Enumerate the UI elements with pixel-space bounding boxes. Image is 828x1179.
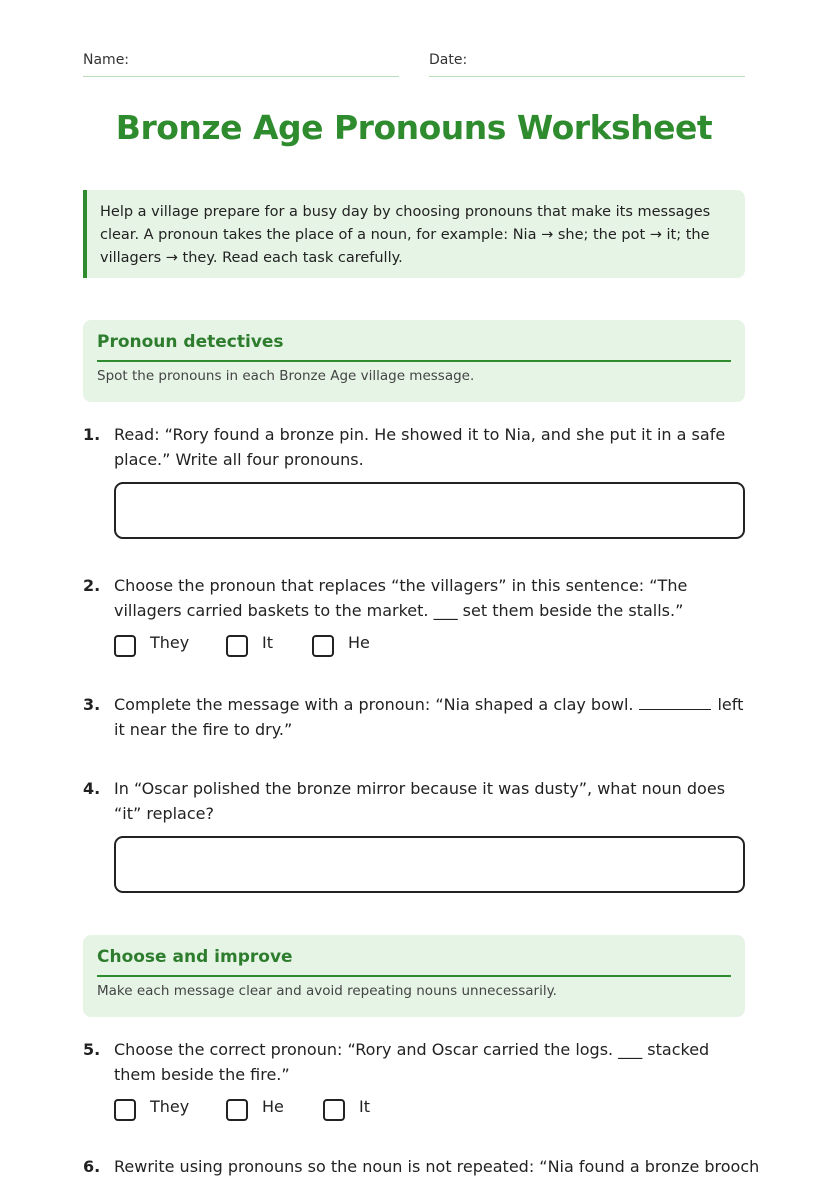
option-label: They xyxy=(150,633,190,652)
option-label: He xyxy=(348,633,370,652)
name-label: Name: xyxy=(83,52,130,68)
question-number: 6. xyxy=(83,1157,101,1176)
section-subtitle: Make each message clear and avoid repeating nouns unnecessarily. xyxy=(97,983,557,999)
checkbox[interactable] xyxy=(226,1099,248,1121)
question-text: Choose the pronoun that replaces “the villagers” in this sentence: “The villagers carried baskets to the market. ___ set them beside the stalls.” xyxy=(114,576,688,620)
section-title: Choose and improve xyxy=(97,947,731,977)
option-label: It xyxy=(262,633,273,652)
worksheet-title: Bronze Age Pronouns Worksheet xyxy=(115,108,713,147)
checkbox[interactable] xyxy=(114,1099,136,1121)
question-text: Rewrite using pronouns so the noun is not repeated: “Nia found a bronze brooch xyxy=(114,1157,760,1176)
section-pronoun-detectives xyxy=(83,320,745,402)
choices-2 xyxy=(114,633,414,661)
question-6 xyxy=(83,1154,760,1179)
option-label: They xyxy=(150,1097,190,1116)
section-title: Pronoun detectives xyxy=(97,332,731,362)
name-field[interactable] xyxy=(83,52,399,77)
question-text: In “Oscar polished the bronze mirror because it was dusty”, what noun does “it” replace? xyxy=(114,779,726,823)
section-choose-and-improve xyxy=(83,935,745,1017)
name-date-row xyxy=(83,52,745,78)
option-label: It xyxy=(359,1097,370,1116)
question-number: 4. xyxy=(83,779,101,798)
choices-5 xyxy=(114,1097,414,1125)
question-2 xyxy=(83,573,745,623)
question-4 xyxy=(83,776,745,826)
question-number: 1. xyxy=(83,425,101,444)
question-number: 5. xyxy=(83,1040,101,1059)
question-text: Choose the correct pronoun: “Rory and Oscar carried the logs. ___ stacked them beside the fire.” xyxy=(114,1040,710,1084)
checkbox[interactable] xyxy=(114,635,136,657)
question-text: Read: “Rory found a bronze pin. He showed it to Nia, and she put it in a safe place.” Write all four pronouns. xyxy=(114,425,726,469)
checkbox[interactable] xyxy=(323,1099,345,1121)
intro-box: Help a village prepare for a busy day by choosing pronouns that make its messages clear. A pronoun takes the place of a noun, for example: Nia → she; the pot → it; the villagers → they. Read each task carefully. xyxy=(83,190,745,278)
fill-in-blank[interactable] xyxy=(639,695,711,710)
question-text xyxy=(114,692,745,742)
date-field[interactable] xyxy=(429,52,745,77)
question-number: 2. xyxy=(83,576,101,595)
question-number: 3. xyxy=(83,695,101,714)
question-5 xyxy=(83,1037,745,1087)
checkbox[interactable] xyxy=(226,635,248,657)
answer-box-4[interactable] xyxy=(114,836,745,893)
answer-box-1[interactable] xyxy=(114,482,745,539)
option-label: He xyxy=(262,1097,284,1116)
question-1 xyxy=(83,422,745,472)
question-3 xyxy=(83,692,745,742)
checkbox[interactable] xyxy=(312,635,334,657)
section-subtitle: Spot the pronouns in each Bronze Age village message. xyxy=(97,368,475,384)
question-text-after: left it near the fire to dry.” xyxy=(114,695,744,739)
question-text-before: Complete the message with a pronoun: “Nia shaped a clay bowl. xyxy=(114,695,634,714)
date-label: Date: xyxy=(429,52,468,68)
